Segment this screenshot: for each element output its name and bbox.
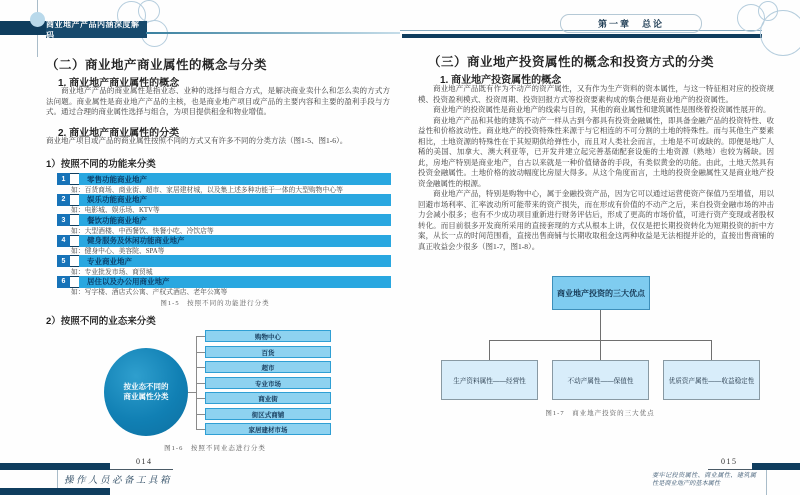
function-item	[57, 255, 391, 276]
deco-circle-icon	[760, 10, 800, 56]
right-text-block	[418, 84, 774, 252]
margin-note: 要牢记投资属性、商业属性、建筑属性是商业地产的基本属性	[652, 472, 756, 487]
left-sub2-paragraph: 商业地产项目或产品的商业属性按照不同的方式又有许多不同的分类方法（图1-5、图1-6）。	[46, 136, 348, 145]
function-item	[57, 194, 391, 215]
connector-icon	[70, 173, 79, 185]
series-footer-text: 操作人员必备工具箱	[64, 476, 173, 486]
biz-leaf: 购物中心	[205, 330, 331, 342]
figure-1-5-caption: 图1-5 按照不同的功能进行分类	[160, 300, 270, 307]
page-number-rule	[110, 469, 173, 470]
item-number-badge: 3	[57, 214, 70, 226]
function-item	[57, 276, 391, 297]
diagram-connector	[600, 340, 601, 360]
footer-left-band	[0, 463, 110, 470]
advantage-leaf: 生产资料属性——经营性	[441, 360, 538, 400]
chapter-label: 第一章 总论	[560, 14, 702, 33]
item-description: 如：大型酒楼、中西餐饮、快餐小吃、冷饮店等	[71, 227, 214, 235]
right-sub1-title: 1. 商业地产投资属性的概念	[440, 75, 562, 86]
diagram-connector	[196, 429, 205, 430]
function-item	[57, 214, 391, 235]
left-sub1-title: 1. 商业地产商业属性的概念	[58, 78, 180, 89]
item-number-badge: 1	[57, 173, 70, 185]
item-title-bar: 居住以及办公用商业地产	[79, 276, 391, 288]
biz-leaf: 百货	[205, 346, 331, 358]
diagram-connector	[489, 340, 490, 360]
connector-icon	[70, 194, 79, 206]
diagram-connector	[196, 352, 205, 353]
connector-icon	[70, 214, 79, 226]
advantage-leaf: 不动产属性——保值性	[552, 360, 649, 400]
item-title-bar: 娱乐功能商业地产	[79, 194, 391, 206]
figure-1-7-caption: 图1-7 商业地产投资的三大优点	[545, 410, 655, 417]
right-section-title: （三）商业地产投资属性的概念和投资方式的分类	[428, 55, 715, 69]
diagram-connector	[196, 336, 205, 337]
item-description: 如：健身中心、美容院、SPA等	[71, 248, 165, 255]
item-number-badge: 6	[57, 276, 70, 288]
item-description: 如：电影城、娱乐场、KTV等	[71, 207, 160, 214]
advantage-leaf: 优质资产属性——收益稳定性	[663, 360, 760, 400]
deco-dot-icon	[30, 12, 45, 27]
left-business-type-heading: 2）按照不同的业态来分类	[46, 316, 156, 327]
connector-icon	[70, 276, 79, 288]
biz-leaf: 专业市场	[205, 377, 331, 389]
footer-vertical-rule	[766, 470, 767, 495]
figure-1-6-caption: 图1-6 按照不同业态进行分类	[164, 445, 266, 452]
biz-root-line2: 商业属性分类	[123, 392, 169, 401]
diagram-connector	[600, 310, 601, 340]
item-description: 如：专业批发市场、商贸城	[71, 268, 153, 276]
item-number-badge: 4	[57, 235, 70, 247]
connector-icon	[70, 255, 79, 267]
biz-diagram-root	[104, 348, 188, 436]
diagram-connector	[188, 392, 196, 393]
diagram-connector	[196, 398, 205, 399]
right-paragraph-2: 商业地产的投资属性是商业地产的线索与目的，其他的商业属性和建筑属性是围绕着投资属性展开的。	[433, 105, 771, 114]
item-title-bar: 健身服务及休闲功能商业地产	[79, 235, 391, 247]
book-title-tab: 商业地产产品内涵深度解码	[46, 21, 147, 38]
diagram-connector	[196, 414, 205, 415]
footer-bottom-band	[0, 488, 110, 495]
diagram-connector	[711, 340, 712, 360]
biz-root-line1: 按业态不同的	[123, 382, 169, 391]
right-paragraph-1: 商业地产产品既有作为不动产的资产属性，又有作为生产资料的资本属性，与这一特征相对应的投资规模、投资盈利模式、投资周期、投资回报方式等投资要素构成的集合便是商业地产的投资属性。	[418, 84, 774, 104]
biz-leaf: 街区式商铺	[205, 408, 331, 420]
left-section-title: （二）商业地产商业属性的概念与分类	[46, 58, 268, 72]
header-left-line	[146, 32, 400, 34]
diagram-connector	[196, 383, 205, 384]
function-item	[57, 235, 391, 256]
left-sub1-paragraph: 商业地产产品的商业属性是指业态、业种的选择与组合方式，是解决商业卖什么和怎么卖的方式方法问题。商业属性是商业地产产品的主核，也是商业地产项目或产品的主要内容和主要的盈利手段与方式。通过合理的商业属性选择与组合，为项目提供租金和物业增值。	[46, 86, 390, 116]
biz-leaf: 商业街	[205, 392, 331, 404]
function-list	[57, 173, 391, 296]
header-right-thick-line	[402, 34, 762, 38]
connector-icon	[70, 235, 79, 247]
page-number-rule	[708, 469, 752, 470]
right-page-number: 015	[721, 457, 738, 466]
item-title-bar: 专业商业地产	[79, 255, 391, 267]
item-description: 如：百货商场、商业街、超市、家居建材城，以及集上述多种功能于一体的大型购物中心等	[71, 186, 343, 194]
item-title-bar: 零售功能商业地产	[79, 173, 391, 185]
diagram-connector	[196, 367, 205, 368]
biz-leaf: 家居建材市场	[205, 423, 331, 435]
right-paragraph-4: 商业地产产品，特别是购物中心，属于金融投资产品，因为它可以通过运营使资产保值乃至增值，用以回避市场利率、汇率波动所可能带来的资产损失，而在形成有价值的不动产之后，来自投资金融市场的冲击力会减小很多；也有不少成功项目重新进行财务评估后，形成了更高的市场价值，可进行资产变现或者股权转化。而目前很多开发商所采用的直接套现的方式从根本上讲，仅仅是把长期投资转化为短期投资的折中方案，从长一点的时间范围看，直接出售商铺与长期收取租金这两种收益是无法相提并论的，直接出售商铺的真正收益会少很多（图1-7，图1-8）。	[418, 189, 774, 251]
left-sub2-title: 2. 商业地产商业属性的分类	[58, 128, 180, 139]
function-item	[57, 173, 391, 194]
footer-right-band	[752, 463, 800, 470]
left-page-number: 014	[136, 457, 153, 466]
left-function-heading: 1）按照不同的功能来分类	[46, 159, 156, 170]
item-title-bar: 餐饮功能商业地产	[79, 214, 391, 226]
biz-leaf: 超市	[205, 361, 331, 373]
item-description: 如：写字楼、酒店式公寓、产权式酒店、老年公寓等	[71, 289, 228, 296]
item-number-badge: 5	[57, 255, 70, 267]
advantage-diagram-root: 商业地产投资的三大优点	[552, 276, 650, 310]
right-paragraph-3: 商业地产产品和其他的建筑不动产一样从古到今都具有投资金融属性，即具备金融产品的投资特性、收益性和价格波动性。商业地产的投资特殊性来源于与它相连的不可分割的土地的特殊性。而与其他生产要素相比，土地资源的特殊性在于其短期供给弹性小，而且对人类社会而言，土地是不可或缺的。即便是地广人稀的美国、加拿大、澳大利亚等，已开发并建立起完善基础配套设施的土地资源（熟地）也较为稀缺。因此，房地产特别是商业地产，自古以来就是一种价值储备的手段，有类似黄金的功能。由此，土地天然具有投资金融属性。土地价格的波动幅度比房屋大得多。从这个角度而言，土地的投资金融属性又是商业地产投资金融属性的根源。	[418, 115, 774, 188]
item-number-badge: 2	[57, 194, 70, 206]
